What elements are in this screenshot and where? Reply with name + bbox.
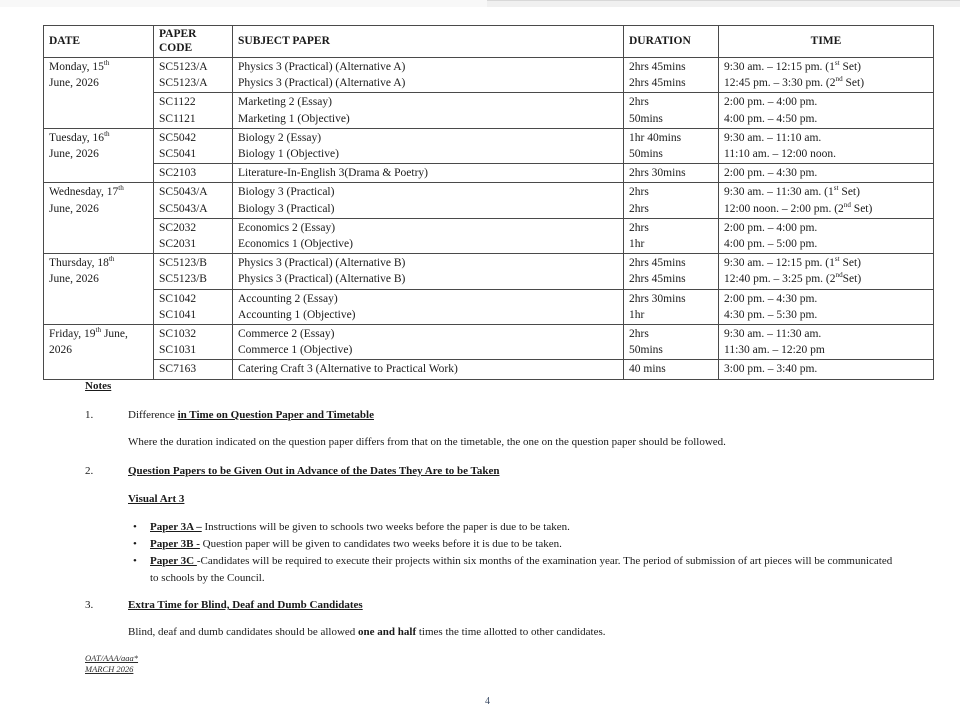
cell-line: Biology 3 (Practical)	[238, 202, 335, 215]
header-paper-code: PAPER CODE	[154, 26, 233, 58]
time-cell	[719, 164, 934, 183]
bullet-item	[133, 553, 895, 587]
cell-line: SC5123/B	[159, 273, 207, 286]
note-3-body-post: times the time allotted to other candidates.	[416, 626, 606, 638]
note-3-body	[128, 624, 895, 641]
cell-line: 2:00 pm. – 4:30 pm.	[724, 167, 818, 180]
cell-line: Physics 3 (Practical) (Alternative A)	[238, 77, 406, 90]
cell-line: Thursday, 18th	[49, 255, 115, 270]
cell-line: 4:00 pm. – 5:00 pm.	[724, 238, 818, 251]
cell-line: Physics 3 (Practical) (Alternative B)	[238, 273, 406, 286]
bullet-icon: •	[133, 521, 137, 533]
note-1-number: 1.	[85, 409, 94, 421]
cell-line: 50mins	[629, 112, 663, 125]
note-3-body-pre: Blind, deaf and dumb candidates should be allowed	[128, 626, 359, 638]
cell-line: SC1121	[159, 112, 196, 125]
bullet-item	[133, 519, 895, 536]
note-3-number: 3.	[85, 599, 94, 611]
cell-line: 4:00 pm. – 4:50 pm.	[724, 112, 818, 125]
subject-cell	[233, 183, 624, 218]
cell-line: Biology 2 (Essay)	[238, 131, 322, 144]
cell-line: Biology 1 (Objective)	[238, 148, 339, 161]
cell-line: 2hrs 30mins	[629, 167, 686, 180]
bullet-label: Paper 3C	[150, 555, 197, 567]
timetable-row	[44, 360, 934, 379]
timetable-row	[44, 254, 934, 289]
cell-line: 9:30 am. – 12:15 pm. (1st Set)	[724, 59, 862, 73]
subject-cell	[233, 218, 624, 253]
cell-line: Commerce 1 (Objective)	[238, 344, 353, 357]
duration-cell	[624, 58, 719, 93]
time-cell	[719, 58, 934, 93]
cell-line: 9:30 am. – 11:10 am.	[724, 131, 822, 144]
note-3-body-bold: one and half	[358, 626, 417, 638]
date-cell	[44, 325, 154, 380]
code-cell	[154, 128, 233, 163]
cell-line: 9:30 am. – 11:30 am.	[724, 328, 822, 341]
cell-line: 12:45 pm. – 3:30 pm. (2nd Set)	[724, 75, 865, 90]
cell-line: Friday, 19th June,	[49, 326, 128, 341]
note-2-heading-row	[85, 463, 895, 480]
timetable-row	[44, 183, 934, 218]
cell-line: 2hrs 45mins	[629, 77, 686, 90]
code-cell	[154, 164, 233, 183]
cell-line: SC5123/A	[159, 61, 208, 73]
cell-line: SC5123/B	[159, 257, 207, 270]
timetable-row	[44, 218, 934, 253]
subject-cell	[233, 164, 624, 183]
cell-line: 1hr	[629, 308, 645, 321]
cell-line: Marketing 1 (Objective)	[238, 112, 350, 125]
top-strip-left	[0, 0, 487, 7]
cell-line: SC1032	[159, 328, 197, 341]
code-cell	[154, 254, 233, 289]
cell-line: 9:30 am. – 12:15 pm. (1st Set)	[724, 255, 862, 270]
time-cell	[719, 128, 934, 163]
bullet-text: Paper 3B - Question paper will be given to candidates two weeks before it is due to be taken.	[150, 538, 562, 550]
subject-cell	[233, 325, 624, 360]
note-1-heading-bold: in Time on Question Paper and Timetable	[177, 409, 374, 421]
time-cell	[719, 218, 934, 253]
cell-line: Physics 3 (Practical) (Alternative B)	[238, 257, 406, 270]
timetable-row	[44, 58, 934, 93]
timetable-row	[44, 93, 934, 128]
cell-line: 2hrs	[629, 202, 649, 215]
cell-line: SC5041	[159, 148, 197, 161]
document-footer	[85, 653, 138, 675]
cell-line: Tuesday, 16th	[49, 129, 110, 144]
duration-cell	[624, 360, 719, 379]
page-number: 4	[485, 696, 490, 707]
cell-line: 2:00 pm. – 4:00 pm.	[724, 221, 818, 234]
duration-cell	[624, 289, 719, 324]
cell-line: June, 2026	[49, 273, 99, 286]
bullet-label: Paper 3A –	[150, 521, 202, 533]
cell-line: SC2103	[159, 167, 197, 180]
cell-line: SC5042	[159, 131, 197, 144]
duration-cell	[624, 128, 719, 163]
notes-title: Notes	[85, 380, 112, 392]
cell-line: 9:30 am. – 11:30 am. (1st Set)	[724, 184, 860, 199]
time-cell	[719, 325, 934, 360]
duration-cell	[624, 164, 719, 183]
cell-line: 2hrs	[629, 96, 649, 109]
header-duration: DURATION	[624, 26, 719, 58]
code-cell	[154, 325, 233, 360]
note-3-heading-row	[85, 597, 895, 614]
timetable-row	[44, 164, 934, 183]
cell-line: 4:30 pm. – 5:30 pm.	[724, 308, 818, 321]
timetable-body	[44, 58, 934, 380]
bullet-icon: •	[133, 555, 137, 567]
cell-line: 2hrs 45mins	[629, 61, 686, 73]
note-1-heading-plain: Difference	[128, 409, 178, 421]
bullet-icon: •	[133, 538, 137, 550]
subject-cell	[233, 128, 624, 163]
cell-line: SC7163	[159, 363, 197, 376]
duration-cell	[624, 218, 719, 253]
time-cell	[719, 360, 934, 379]
cell-line: SC1041	[159, 308, 197, 321]
date-cell	[44, 254, 154, 325]
cell-line: SC5043/A	[159, 186, 208, 199]
cell-line: 2hrs 45mins	[629, 257, 686, 270]
cell-line: 2hrs	[629, 186, 649, 199]
cell-line: SC5043/A	[159, 202, 208, 215]
duration-cell	[624, 93, 719, 128]
code-cell	[154, 360, 233, 379]
cell-line: Commerce 2 (Essay)	[238, 328, 335, 341]
code-cell	[154, 93, 233, 128]
header-date: DATE	[44, 26, 154, 58]
cell-line: SC1042	[159, 292, 197, 305]
code-cell	[154, 58, 233, 93]
cell-line: 11:10 am. – 12:00 noon.	[724, 148, 837, 161]
code-cell	[154, 289, 233, 324]
cell-line: 40 mins	[629, 363, 666, 376]
cell-line: Catering Craft 3 (Alternative to Practical Work)	[238, 363, 458, 376]
time-cell	[719, 289, 934, 324]
duration-cell	[624, 183, 719, 218]
cell-line: SC1122	[159, 96, 196, 109]
cell-line: Monday, 15th	[49, 59, 110, 73]
cell-line: 2hrs 45mins	[629, 273, 686, 286]
subject-cell	[233, 93, 624, 128]
time-cell	[719, 93, 934, 128]
note-2-number: 2.	[85, 465, 94, 477]
duration-cell	[624, 254, 719, 289]
cell-line: 3:00 pm. – 3:40 pm.	[724, 363, 818, 376]
cell-line: 50mins	[629, 344, 663, 357]
date-cell	[44, 58, 154, 129]
visual-art-bullets	[128, 519, 895, 587]
bullet-label: Paper 3B -	[150, 538, 200, 550]
cell-line: Literature-In-English 3(Drama & Poetry)	[238, 167, 429, 180]
cell-line: Accounting 1 (Objective)	[238, 308, 356, 321]
date-cell	[44, 128, 154, 183]
cell-line: June, 2026	[49, 148, 99, 161]
cell-line: SC1031	[159, 344, 197, 357]
cell-line: 12:40 pm. – 3:25 pm. (2ndSet)	[724, 271, 862, 286]
cell-line: 2hrs	[629, 328, 649, 341]
cell-line: Marketing 2 (Essay)	[238, 96, 332, 109]
subject-cell	[233, 254, 624, 289]
cell-line: Economics 2 (Essay)	[238, 221, 336, 234]
cell-line: 12:00 noon. – 2:00 pm. (2nd Set)	[724, 200, 873, 215]
cell-line: Economics 1 (Objective)	[238, 238, 353, 251]
cell-line: 11:30 am. – 12:20 pm	[724, 344, 825, 357]
subject-cell	[233, 360, 624, 379]
bullet-text: Paper 3A – Instructions will be given to schools two weeks before the paper is due to be taken.	[150, 521, 570, 533]
header-time: TIME	[719, 26, 934, 58]
footer-date: MARCH 2026	[85, 664, 134, 674]
timetable-header-row	[44, 26, 934, 58]
cell-line: Wednesday, 17th	[49, 184, 124, 199]
notes-section	[85, 378, 895, 641]
cell-line: SC2031	[159, 238, 197, 251]
note-1-heading	[128, 407, 374, 424]
cell-line: Accounting 2 (Essay)	[238, 292, 338, 305]
cell-line: June, 2026	[49, 77, 99, 90]
code-cell	[154, 218, 233, 253]
exam-timetable	[43, 25, 934, 380]
cell-line: Physics 3 (Practical) (Alternative A)	[238, 61, 406, 73]
footer-reference: OAT/AAA/aaa*	[85, 653, 139, 663]
timetable-row	[44, 325, 934, 360]
bullet-item	[133, 536, 895, 553]
cell-line: SC5123/A	[159, 77, 208, 90]
subject-cell	[233, 289, 624, 324]
cell-line: 1hr	[629, 238, 645, 251]
note-1-heading-row	[85, 407, 895, 424]
cell-line: 1hr 40mins	[629, 131, 682, 144]
cell-line: June, 2026	[49, 202, 99, 215]
header-subject-paper: SUBJECT PAPER	[233, 26, 624, 58]
top-strip-right	[487, 0, 960, 7]
code-cell	[154, 183, 233, 218]
cell-line: 2:00 pm. – 4:30 pm.	[724, 292, 818, 305]
note-3-heading: Extra Time for Blind, Deaf and Dumb Candidates	[128, 599, 363, 611]
note-1-body: Where the duration indicated on the question paper differs from that on the timetable, the one on the question paper should be followed.	[128, 436, 726, 448]
note-2-heading: Question Papers to be Given Out in Advance of the Dates They Are to be Taken	[128, 465, 500, 477]
note-2-subheading: Visual Art 3	[128, 493, 185, 505]
cell-line: 2:00 pm. – 4:00 pm.	[724, 96, 818, 109]
time-cell	[719, 254, 934, 289]
cell-line: 50mins	[629, 148, 663, 161]
timetable-row	[44, 289, 934, 324]
subject-cell	[233, 58, 624, 93]
cell-line: 2hrs	[629, 221, 649, 234]
time-cell	[719, 183, 934, 218]
bullet-text: Paper 3C -Candidates will be required to execute their projects within six months of the examination year. The period of submission of art pieces will be communicated to schools by the Council.	[150, 555, 893, 584]
cell-line: 2026	[49, 344, 72, 357]
cell-line: SC2032	[159, 221, 197, 234]
cell-line: Biology 3 (Practical)	[238, 186, 335, 199]
timetable-row	[44, 128, 934, 163]
duration-cell	[624, 325, 719, 360]
cell-line: 2hrs 30mins	[629, 292, 686, 305]
date-cell	[44, 183, 154, 254]
